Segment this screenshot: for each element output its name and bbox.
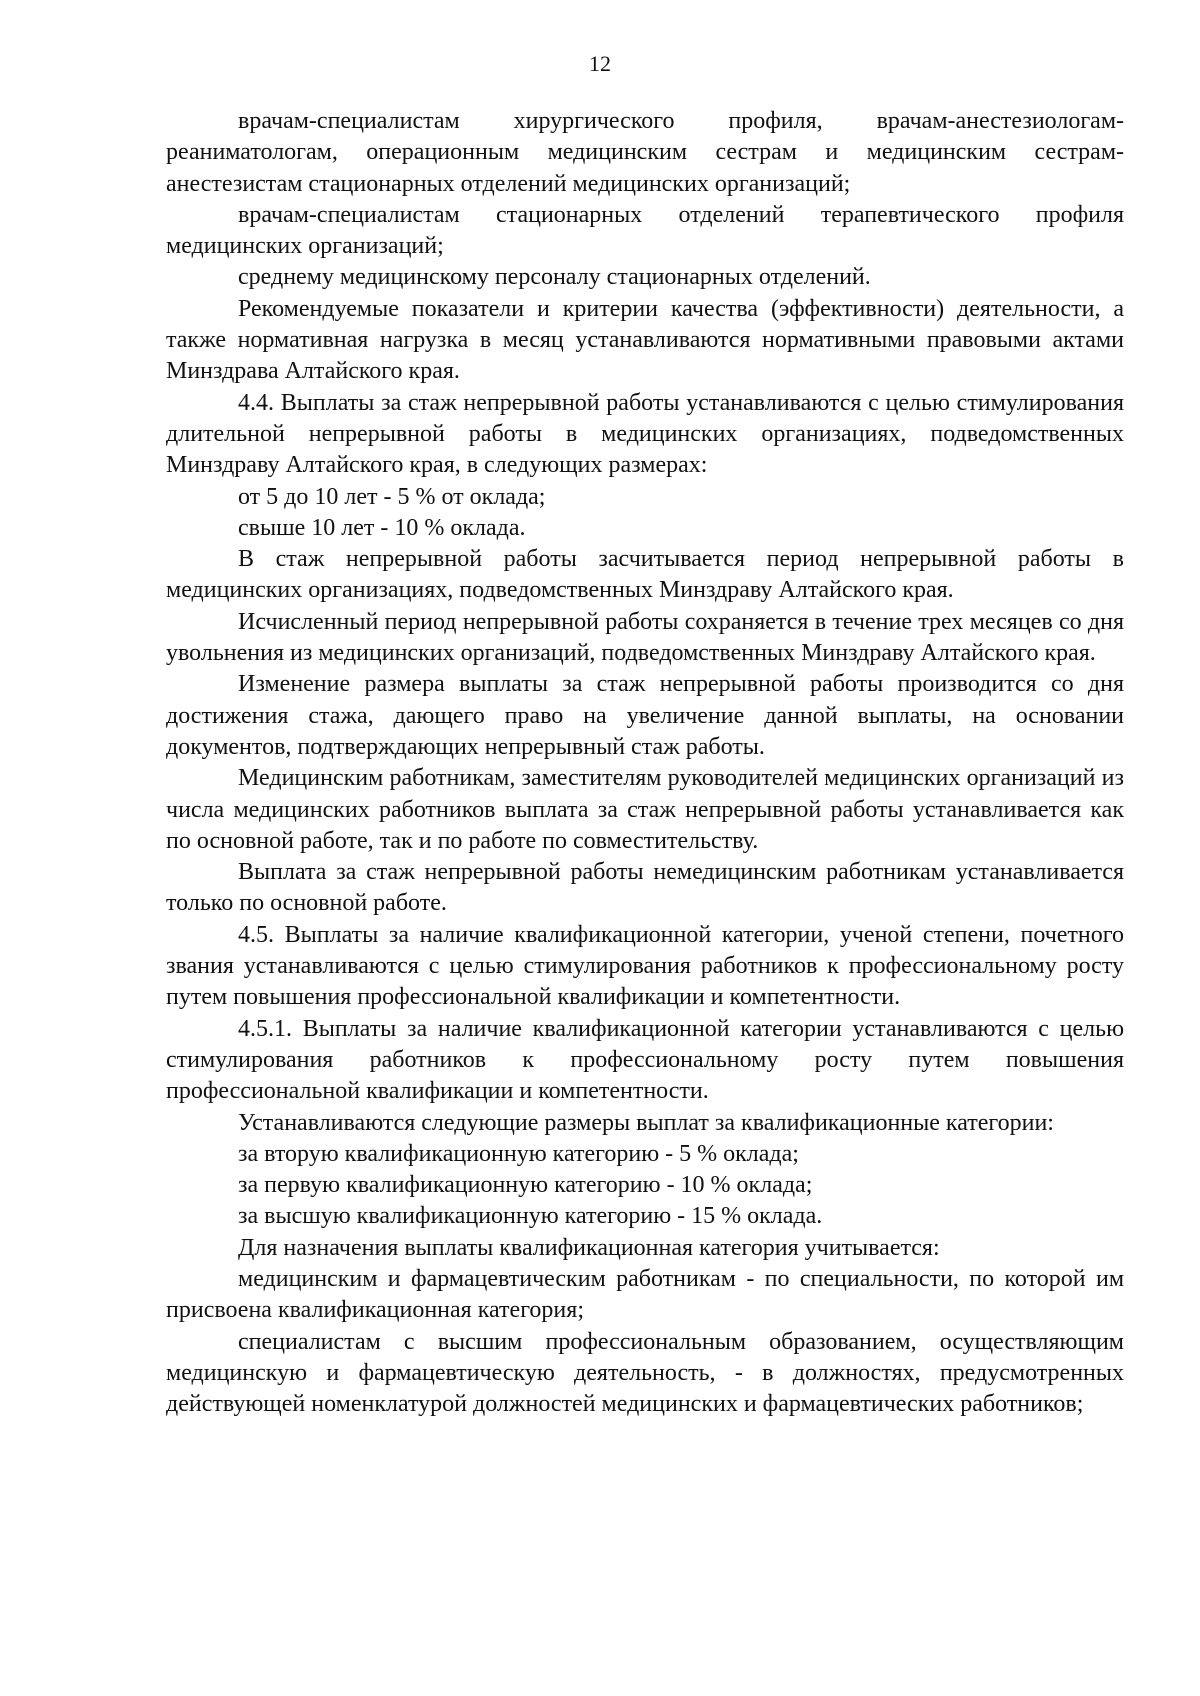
section-4-4-paragraph: 4.4. Выплаты за стаж непрерывной работы устанавливаются с целью стимулирования длительной непрерывной работы в медицинских организациях, подведомственных Минздраву Алтайского края, в следующих размерах: <box>166 389 1124 479</box>
paragraph: Выплата за стаж непрерывной работы немедицинским работникам устанавливается только по основной работе. <box>166 859 1124 917</box>
paragraph: Исчисленный период непрерывной работы сохраняется в течение трех месяцев со дня увольнения из медицинских организаций, подведомственных Минздраву Алтайского края. <box>166 608 1124 667</box>
list-item: за первую квалификационную категорию - 10 % оклада; <box>238 1172 813 1199</box>
paragraph: Рекомендуемые показатели и критерии качества (эффективности) деятельности, а также нормативная нагрузка в месяц устанавливаются нормативными правовыми актами Минздрава Алтайского края. <box>166 295 1124 385</box>
paragraph: Изменение размера выплаты за стаж непрерывной работы производится со дня достижения стажа, дающего право на увеличение данной выплаты, на основании документов, подтверждающих непрерывный стаж работы. <box>166 671 1124 760</box>
section-4-5-1-paragraph: 4.5.1. Выплаты за наличие квалификационной категории устанавливаются с целью стимулирования работников к профессиональному росту путем повышения профессиональной квалификации и компетентности. <box>166 1015 1124 1105</box>
paragraph: медицинским и фармацевтическим работникам - по специальности, по которой им присвоена квалификационная категория; <box>166 1265 1124 1324</box>
paragraph: врачам-специалистам хирургического профиля, врачам-анестезиологам-реаниматологам, операционным медицинским сестрам и медицинским сестрам-анестезистам стационарных отделений медицинских организаций; <box>166 108 1124 197</box>
page-number: 12 <box>589 51 611 76</box>
section-4-5-paragraph: 4.5. Выплаты за наличие квалификационной категории, ученой степени, почетного звания устанавливаются с целью стимулирования работников к профессиональному росту путем повышения профессиональной квалификации и компетентности. <box>166 921 1124 1011</box>
document-body <box>166 106 1124 1420</box>
list-item: за высшую квалификационную категорию - 15 % оклада. <box>238 1203 823 1230</box>
paragraph: Устанавливаются следующие размеры выплат за квалификационные категории: <box>238 1109 1054 1136</box>
list-item: за вторую квалификационную категорию - 5 % оклада; <box>238 1140 799 1167</box>
list-item: свыше 10 лет - 10 % оклада. <box>238 514 526 541</box>
paragraph: Медицинским работникам, заместителям руководителей медицинских организаций из числа медицинских работников выплата за стаж непрерывной работы устанавливается как по основной работе, так и по работе по совместительству. <box>166 765 1124 854</box>
paragraph: специалистам с высшим профессиональным образованием, осуществляющим медицинскую и фармацевтическую деятельность, - в должностях, предусмотренных действующей номенклатурой должностей медицинских и фармацевтических работников; <box>166 1328 1124 1418</box>
paragraph: В стаж непрерывной работы засчитывается период непрерывной работы в медицинских организациях, подведомственных Минздраву Алтайского края. <box>166 546 1124 604</box>
paragraph: Для назначения выплаты квалификационная категория учитывается: <box>238 1234 940 1261</box>
paragraph: среднему медицинскому персоналу стационарных отделений. <box>238 264 871 291</box>
list-item: от 5 до 10 лет - 5 % от оклада; <box>238 483 546 510</box>
paragraph: врачам-специалистам стационарных отделений терапевтического профиля медицинских организаций; <box>166 201 1124 260</box>
